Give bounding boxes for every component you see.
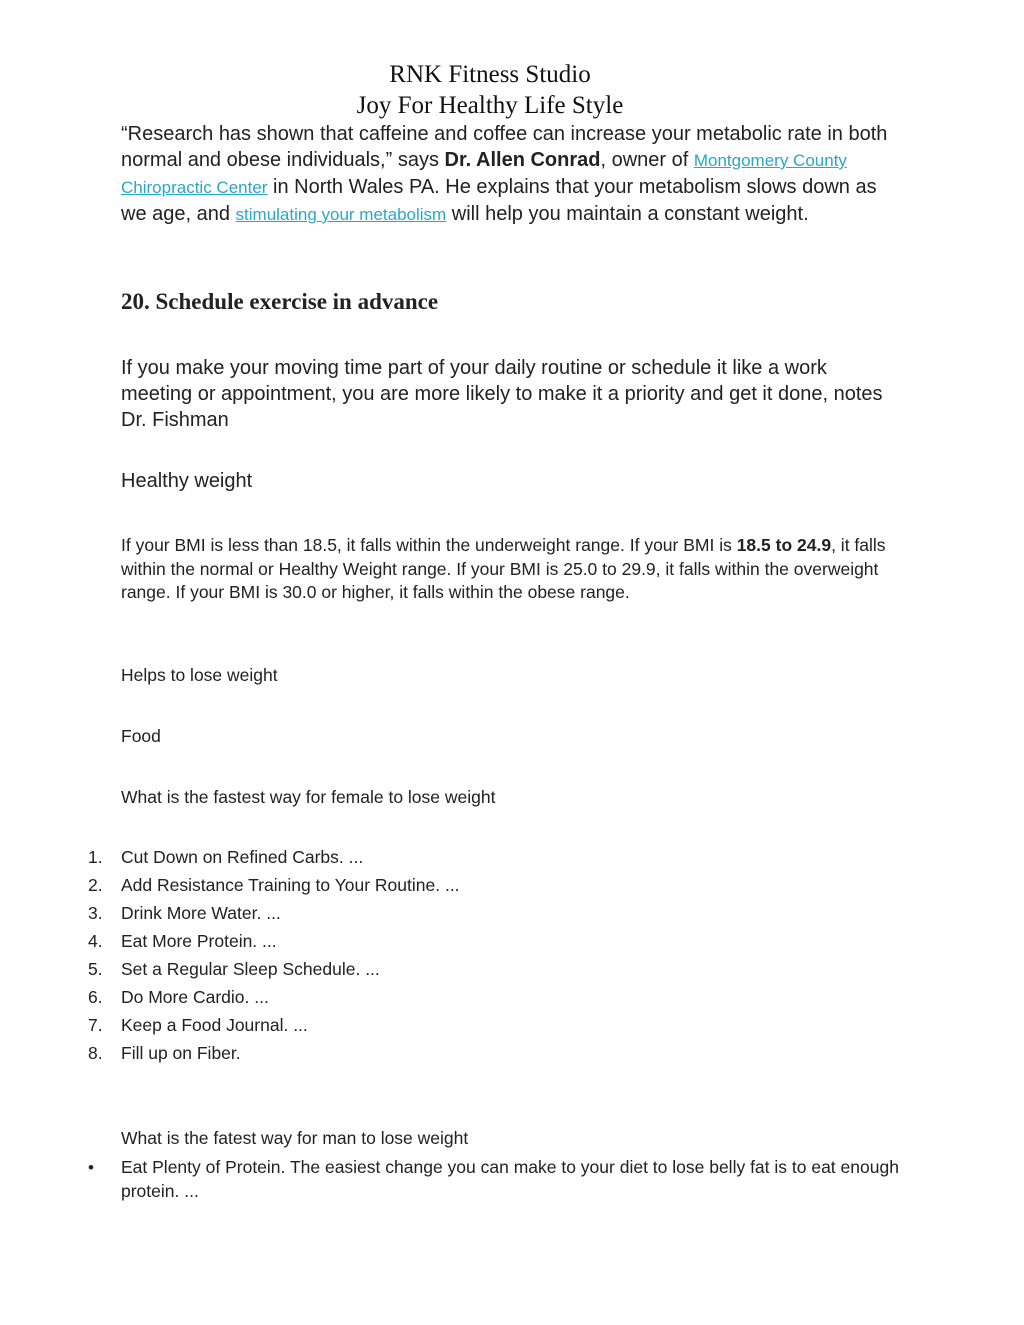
intro-paragraph <box>121 121 901 228</box>
studio-title: RNK Fitness Studio <box>389 61 591 88</box>
list-text: Drink More Water. ... <box>121 903 281 923</box>
healthy-weight-heading: Healthy weight <box>121 470 253 492</box>
list-text: Cut Down on Refined Carbs. ... <box>121 847 364 867</box>
list-text: Do More Cardio. ... <box>121 987 269 1007</box>
male-question: What is the fatest way for man to lose weight <box>121 1128 469 1148</box>
bmi-text-1: If your BMI is less than 18.5, it falls within the underweight range. If your BMI is <box>121 535 737 555</box>
list-number: 4. <box>88 931 103 951</box>
list-number: 6. <box>88 987 103 1007</box>
intro-text-1: “Research has shown that caffeine and coffee can increase your metabolic rate in both normal and obese individuals,” says <box>121 123 888 171</box>
female-question: What is the fastest way for female to lose weight <box>121 787 496 807</box>
bmi-text-2: , it falls within the normal or Healthy Weight range. If your BMI is 25.0 to 29.9, it falls within the overweight range. If your BMI is 30.0 or higher, it falls within the obese range. <box>121 535 886 602</box>
male-tip-text: Eat Plenty of Protein. The easiest change you can make to your diet to lose belly fat is to eat enough protein. ... <box>121 1157 899 1201</box>
list-text: Keep a Food Journal. ... <box>121 1015 308 1035</box>
list-number: 3. <box>88 903 103 923</box>
bmi-paragraph <box>121 534 901 605</box>
routine-paragraph: If you make your moving time part of your daily routine or schedule it like a work meeting or appointment, you are more likely to make it a priority and get it done, notes Dr. Fishman <box>121 357 883 431</box>
intro-text-2: , owner of <box>600 149 694 171</box>
intro-doctor-name: Dr. Allen Conrad <box>444 149 601 171</box>
chiropractic-center-link[interactable]: Montgomery County Chiropractic Center <box>121 151 847 197</box>
list-number: 2. <box>88 875 103 895</box>
helps-lose-weight-label: Helps to lose weight <box>121 665 278 685</box>
list-number: 7. <box>88 1015 103 1035</box>
list-number: 1. <box>88 847 103 867</box>
list-text: Set a Regular Sleep Schedule. ... <box>121 959 380 979</box>
stimulating-metabolism-link[interactable]: stimulating your metabolism <box>235 205 447 224</box>
bullet-icon: • <box>88 1158 94 1177</box>
intro-text-4: will help you maintain a constant weight. <box>446 203 809 225</box>
list-number: 5. <box>88 959 103 979</box>
food-label: Food <box>121 726 161 746</box>
list-text: Add Resistance Training to Your Routine. ... <box>121 875 460 895</box>
intro-text-3: in North Wales PA. He explains that your metabolism slows down as we age, and <box>121 176 877 225</box>
section-heading: 20. Schedule exercise in advance <box>121 289 439 314</box>
list-text: Fill up on Fiber. <box>121 1043 241 1063</box>
studio-tagline: Joy For Healthy Life Style <box>356 92 624 119</box>
list-number: 8. <box>88 1043 103 1063</box>
bmi-normal-range: 18.5 to 24.9 <box>736 535 832 555</box>
list-text: Eat More Protein. ... <box>121 931 277 951</box>
